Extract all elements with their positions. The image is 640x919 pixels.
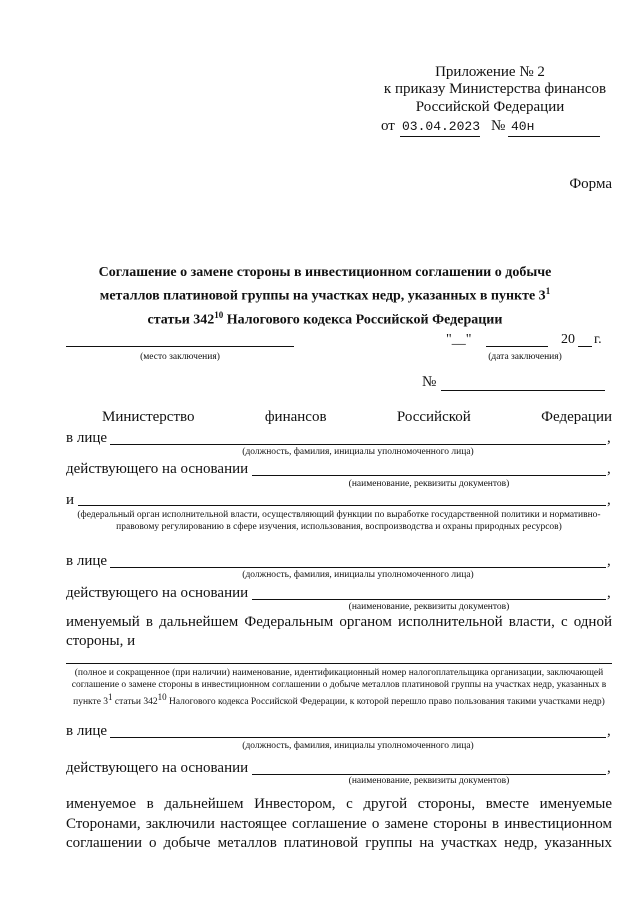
title-line2: металлов платиновой группы на участках недр, указанных в пункте $3^1$ [99,286,551,304]
official-line-1[interactable] [110,444,606,445]
comma: , [607,492,611,508]
appendix-label [380,64,600,81]
docs-line-2[interactable] [252,599,606,600]
docs-caption-1: (наименование, реквизиты документов) [348,479,510,489]
acting-label-2: действующего на основании [66,585,249,601]
appendix-line3: Российской Федерации [415,99,565,115]
place-line[interactable] [66,346,294,347]
from-label: от [381,118,395,134]
official-line-3[interactable] [110,737,606,738]
title-line3: статьи $342^{10}$ Налогового кодекса Российской Федерации [147,309,503,328]
organization-line[interactable] [66,663,612,664]
comma: , [607,430,611,446]
order-number: 40н [511,119,535,134]
acting-label-1: действующего на основании [66,461,249,477]
docs-caption-3: (наименование, реквизиты документов) [348,776,510,786]
comma: , [607,723,611,739]
federal-organ-line[interactable] [78,505,606,506]
appendix-line2: к приказу Министерства финансов [383,81,607,97]
comma: , [607,760,611,776]
date-month-line[interactable] [486,346,548,347]
date-day: "__" [446,332,472,347]
docs-line-1[interactable] [252,475,606,476]
comma: , [607,585,611,601]
organization-caption: (полное и сокращенное (при наличии) наименование, идентификационный номер налогоплательщика организации, заключающей соглашение о замене стороны в инвестиционном соглашении о добыче металлов платиновой группы на участках недр, указанных в пункте $3^1$ статьи $342^{10}$ Налогового кодекса Российской Федерации, к которой перешло право пользования такими участками недр) [71,668,607,708]
number-underline [508,136,600,137]
date-year-suffix: г. [594,332,602,347]
comma: , [607,461,611,477]
date-year-line[interactable] [578,346,592,347]
docs-caption-2: (наименование, реквизиты документов) [348,602,510,612]
title-line1: Соглашение о замене стороны в инвестиционном соглашении о добыче [98,265,552,280]
document-title [60,264,590,329]
agreement-number-label: № [422,374,437,390]
place-caption: (место заключения) [140,352,220,362]
appendix-line1: Приложение № 2 [435,64,545,80]
federal-paragraph: именуемый в дальнейшем Федеральным органом исполнительной власти, с одной стороны, и [66,614,612,649]
and-label: и [66,492,75,508]
ministry-name: Министерство финансов Российской Федерации [102,409,612,425]
official-line-2[interactable] [110,567,606,568]
agreement-number-line[interactable] [441,390,605,391]
official-caption-2: (должность, фамилия, инициалы уполномоченного лица) [242,570,474,580]
acting-label-3: действующего на основании [66,760,249,776]
in-person-label-1: в лице [66,430,108,446]
date-year-prefix: 20 [561,332,575,347]
in-person-label-3: в лице [66,723,108,739]
form-label: Форма [569,176,612,192]
date-caption: (дата заключения) [488,352,562,362]
date-underline [400,136,480,137]
official-caption-1: (должность, фамилия, инициалы уполномоченного лица) [242,447,474,457]
comma: , [607,553,611,569]
federal-organ-caption: (федеральный орган исполнительной власти, осуществляющий функции по выработке государственной политики и нормативно-правовому регулированию в сфере изучения, использования, воспроизводства и охраны природных ресурсов) [77,510,601,532]
number-label: № [491,118,506,134]
official-caption-3: (должность, фамилия, инициалы уполномоченного лица) [242,741,474,751]
order-date: 03.04.2023 [402,119,481,134]
investor-paragraph: именуемое в дальнейшем Инвестором, с другой стороны, вместе именуемые Сторонами, заключили настоящее соглашение о замене стороны в инвестиционном соглашении о добыче металлов платиновой группы на участках недр, указанных [66,796,612,851]
in-person-label-2: в лице [66,553,108,569]
